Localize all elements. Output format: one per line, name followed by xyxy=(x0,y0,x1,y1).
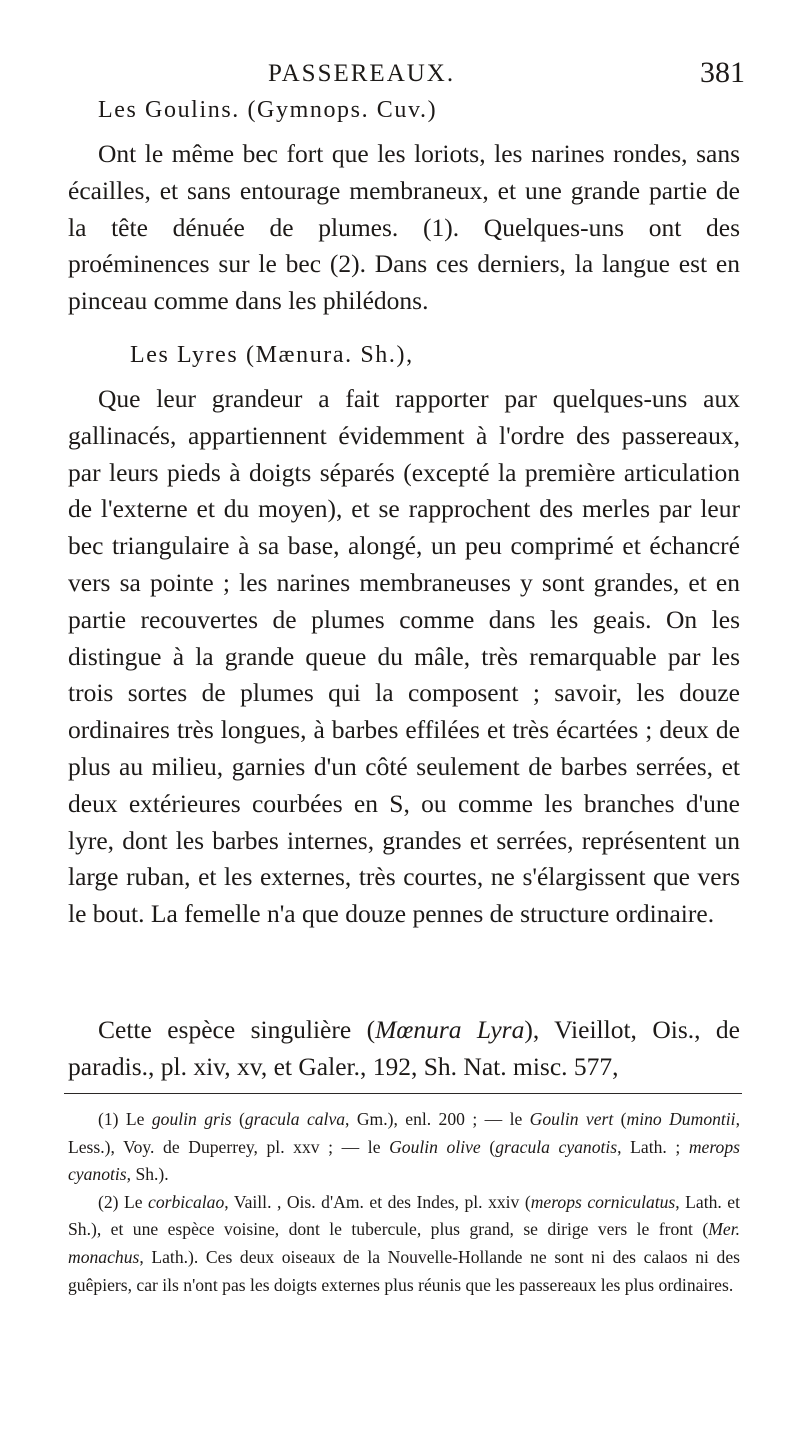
footnote-text-run: , Lath. ; xyxy=(617,1136,689,1157)
footnote-text-run: , Less.), Voy. de Duperrey, pl. xxv ; — le xyxy=(68,1109,740,1157)
footnote-italic-run: Goulin olive xyxy=(389,1136,481,1157)
footnote-italic-run: goulin gris xyxy=(151,1109,232,1129)
footnote-text-run: , Sh.). xyxy=(126,1164,169,1185)
footnote-text-run: ( xyxy=(613,1109,627,1129)
footnote-italic-run: mino Dumontii xyxy=(626,1109,736,1129)
footnote-text-run: (2) Le xyxy=(98,1191,149,1212)
paragraph-espece xyxy=(68,1012,740,1086)
footnote-italic-run: merops cyanotis xyxy=(68,1136,740,1185)
footnotes xyxy=(68,1106,740,1299)
footnote-italic-run: merops corniculatus xyxy=(530,1191,676,1212)
running-title: PASSEREAUX. xyxy=(268,60,456,87)
footnote-text-run: (1) Le xyxy=(98,1109,152,1129)
species-name: Mœnura Lyra xyxy=(375,1015,525,1044)
footnote-italic-run: Mer. monachus xyxy=(68,1219,740,1267)
paragraph-text: Ont le même bec fort que les loriots, les narines rondes, sans écailles, et sans entourage membraneux, et une grande partie de la tête dénuée de plumes. (1). Quelques-uns ont des proéminences sur le bec (2). Dans ces derniers, la langue est en pinceau comme dans les philédons. xyxy=(68,139,740,316)
page-header xyxy=(0,56,800,96)
paragraph-text xyxy=(68,1012,740,1086)
paragraph-text: Que leur grandeur a fait rapporter par quelques-uns aux gallinacés, appartiennent évidemment à l'ordre des passereaux, par leurs pieds à doigts séparés (excepté la première articulation de l'externe et du moyen), et se rapprochent des merles par leur bec triangulaire à sa base, alongé, un peu comprimé et échancré vers sa pointe ; les narines membraneuses y sont grandes, et en partie recouvertes de plumes comme dans les geais. On les distingue à la grande queue du mâle, très remarquable par les trois sortes de plumes qui la composent ; savoir, les douze ordinaires très longues, à barbes effilées et très écartées ; deux de plus au milieu, garnies d'un côté seulement de barbes serrées, et deux extérieures courbées en S, ou comme les branches d'une lyre, dont les barbes internes, grandes et serrées, représentent un large ruban, et les externes, très courtes, ne s'élargissent que vers le bout. La femelle n'a que douze pennes de structure ordinaire. xyxy=(68,384,740,929)
footnote-italic-run: corbicalao xyxy=(148,1191,225,1212)
text-run: Cette espèce singulière ( xyxy=(98,1015,376,1044)
footnote-2 xyxy=(68,1189,740,1299)
footnote-italic-run: gracula cyanotis xyxy=(495,1136,618,1157)
footnote-text-run: ( xyxy=(480,1136,496,1157)
section-heading-goulins: Les Goulins. (Gymnops. Cuv.) xyxy=(98,97,438,123)
footnote-divider xyxy=(64,1093,742,1094)
footnote-text-run: ( xyxy=(231,1109,245,1129)
section-heading-lyres: Les Lyres (Mænura. Sh.), xyxy=(130,342,414,368)
footnote-italic-run: gracula calva xyxy=(244,1109,346,1129)
paragraph-lyres xyxy=(68,381,740,933)
footnote-text-run: , Vaill. , Ois. d'Am. et des Indes, pl. xxiv ( xyxy=(224,1191,531,1212)
text-run: ), Vieillot, Ois., de paradis., pl. xiv, xv, et Galer., 192, Sh. Nat. misc. 577, xyxy=(68,1015,741,1081)
footnote-text-run: , Lath. et Sh.), et une espèce voisine, dont le tubercule, plus grand, se dirige vers le front ( xyxy=(68,1191,740,1240)
footnote-italic-run: Goulin vert xyxy=(529,1109,614,1129)
paragraph-goulins xyxy=(68,136,740,320)
footnote-text-run: , Gm.), enl. 200 ; — le xyxy=(345,1109,530,1129)
footnote-1 xyxy=(68,1106,740,1189)
footnote-text-run: , Lath.). Ces deux oiseaux de la Nouvelle-Hollande ne sont ni des calaos ni des guêpiers, car ils n'ont pas les doigts externes plus réunis que les passereaux les plus ordinaires. xyxy=(68,1246,740,1295)
page-number: 381 xyxy=(700,56,745,89)
